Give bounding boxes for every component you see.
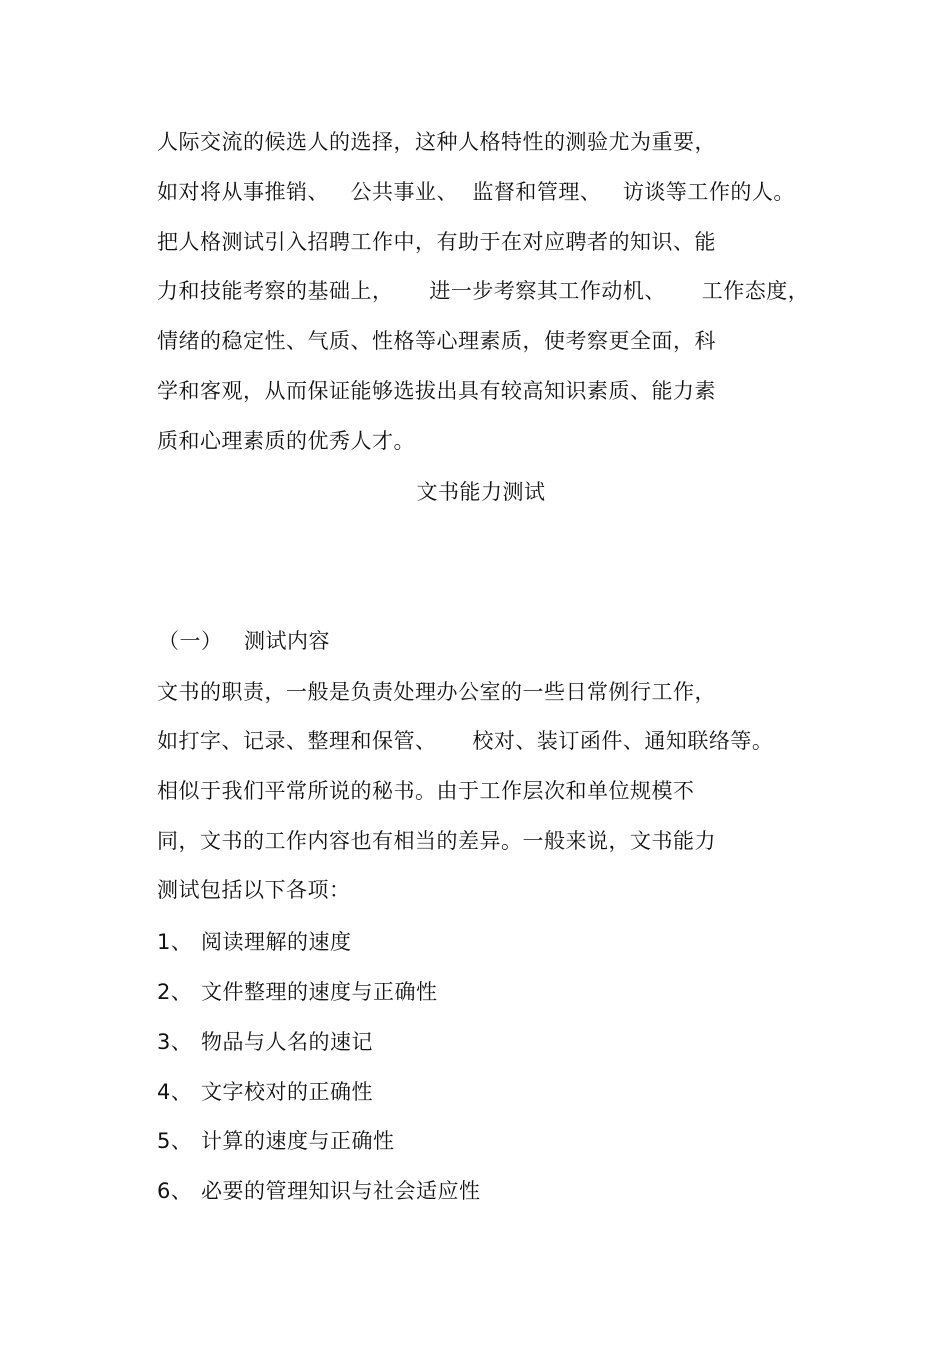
body-line-4: 同，文书的工作内容也有相当的差异。一般来说，文书能力 (157, 829, 716, 853)
body-line-5: 测试包括以下各项： (157, 878, 351, 902)
intro-line-1: 人际交流的候选人的选择，这种人格特性的测验尤为重要， (157, 130, 716, 154)
body-line-3: 相似于我们平常所说的秘书。由于工作层次和单位规模不 (157, 779, 695, 803)
intro-line-5: 情绪的稳定性、气质、性格等心理素质，使考察更全面，科 (157, 329, 716, 353)
list-item-text: 文件整理的速度与正确性 (201, 980, 438, 1004)
intro-line-3: 把人格测试引入招聘工作中，有助于在对应聘者的知识、能 (157, 230, 716, 254)
list-item-number: 3、 (157, 1030, 193, 1054)
list-item-text: 计算的速度与正确性 (201, 1129, 395, 1153)
body-line-2: 如打字、记录、整理和保管、 校对、装订函件、通知联络等。 (157, 729, 774, 753)
list-item (157, 1029, 373, 1055)
list-item (157, 979, 438, 1005)
list-item-text: 物品与人名的速记 (201, 1030, 373, 1054)
list-item (157, 1178, 481, 1204)
list-item-number: 1、 (157, 930, 193, 954)
list-item-text: 必要的管理知识与社会适应性 (201, 1179, 481, 1203)
list-item (157, 1128, 395, 1154)
body-line-1: 文书的职责，一般是负责处理办公室的一些日常例行工作， (157, 680, 716, 704)
intro-line-2: 如对将从事推销、 公共事业、 监督和管理、 访谈等工作的人。 (157, 180, 795, 204)
intro-line-7: 质和心理素质的优秀人才。 (157, 429, 415, 453)
list-item-number: 6、 (157, 1179, 193, 1203)
list-item-text: 阅读理解的速度 (201, 930, 352, 954)
intro-line-4: 力和技能考察的基础上， 进一步考察其工作动机、 工作态度， (157, 279, 810, 303)
list-item (157, 1079, 373, 1105)
list-item-text: 文字校对的正确性 (201, 1080, 373, 1104)
list-item-number: 2、 (157, 980, 193, 1004)
intro-line-6: 学和客观，从而保证能够选拔出具有较高知识素质、能力素 (157, 379, 716, 403)
section-title: 文书能力测试 (416, 480, 546, 504)
subsection-heading: （一） 测试内容 (158, 629, 331, 653)
list-item-number: 5、 (157, 1129, 193, 1153)
list-item (157, 929, 352, 955)
list-item-number: 4、 (157, 1080, 193, 1104)
